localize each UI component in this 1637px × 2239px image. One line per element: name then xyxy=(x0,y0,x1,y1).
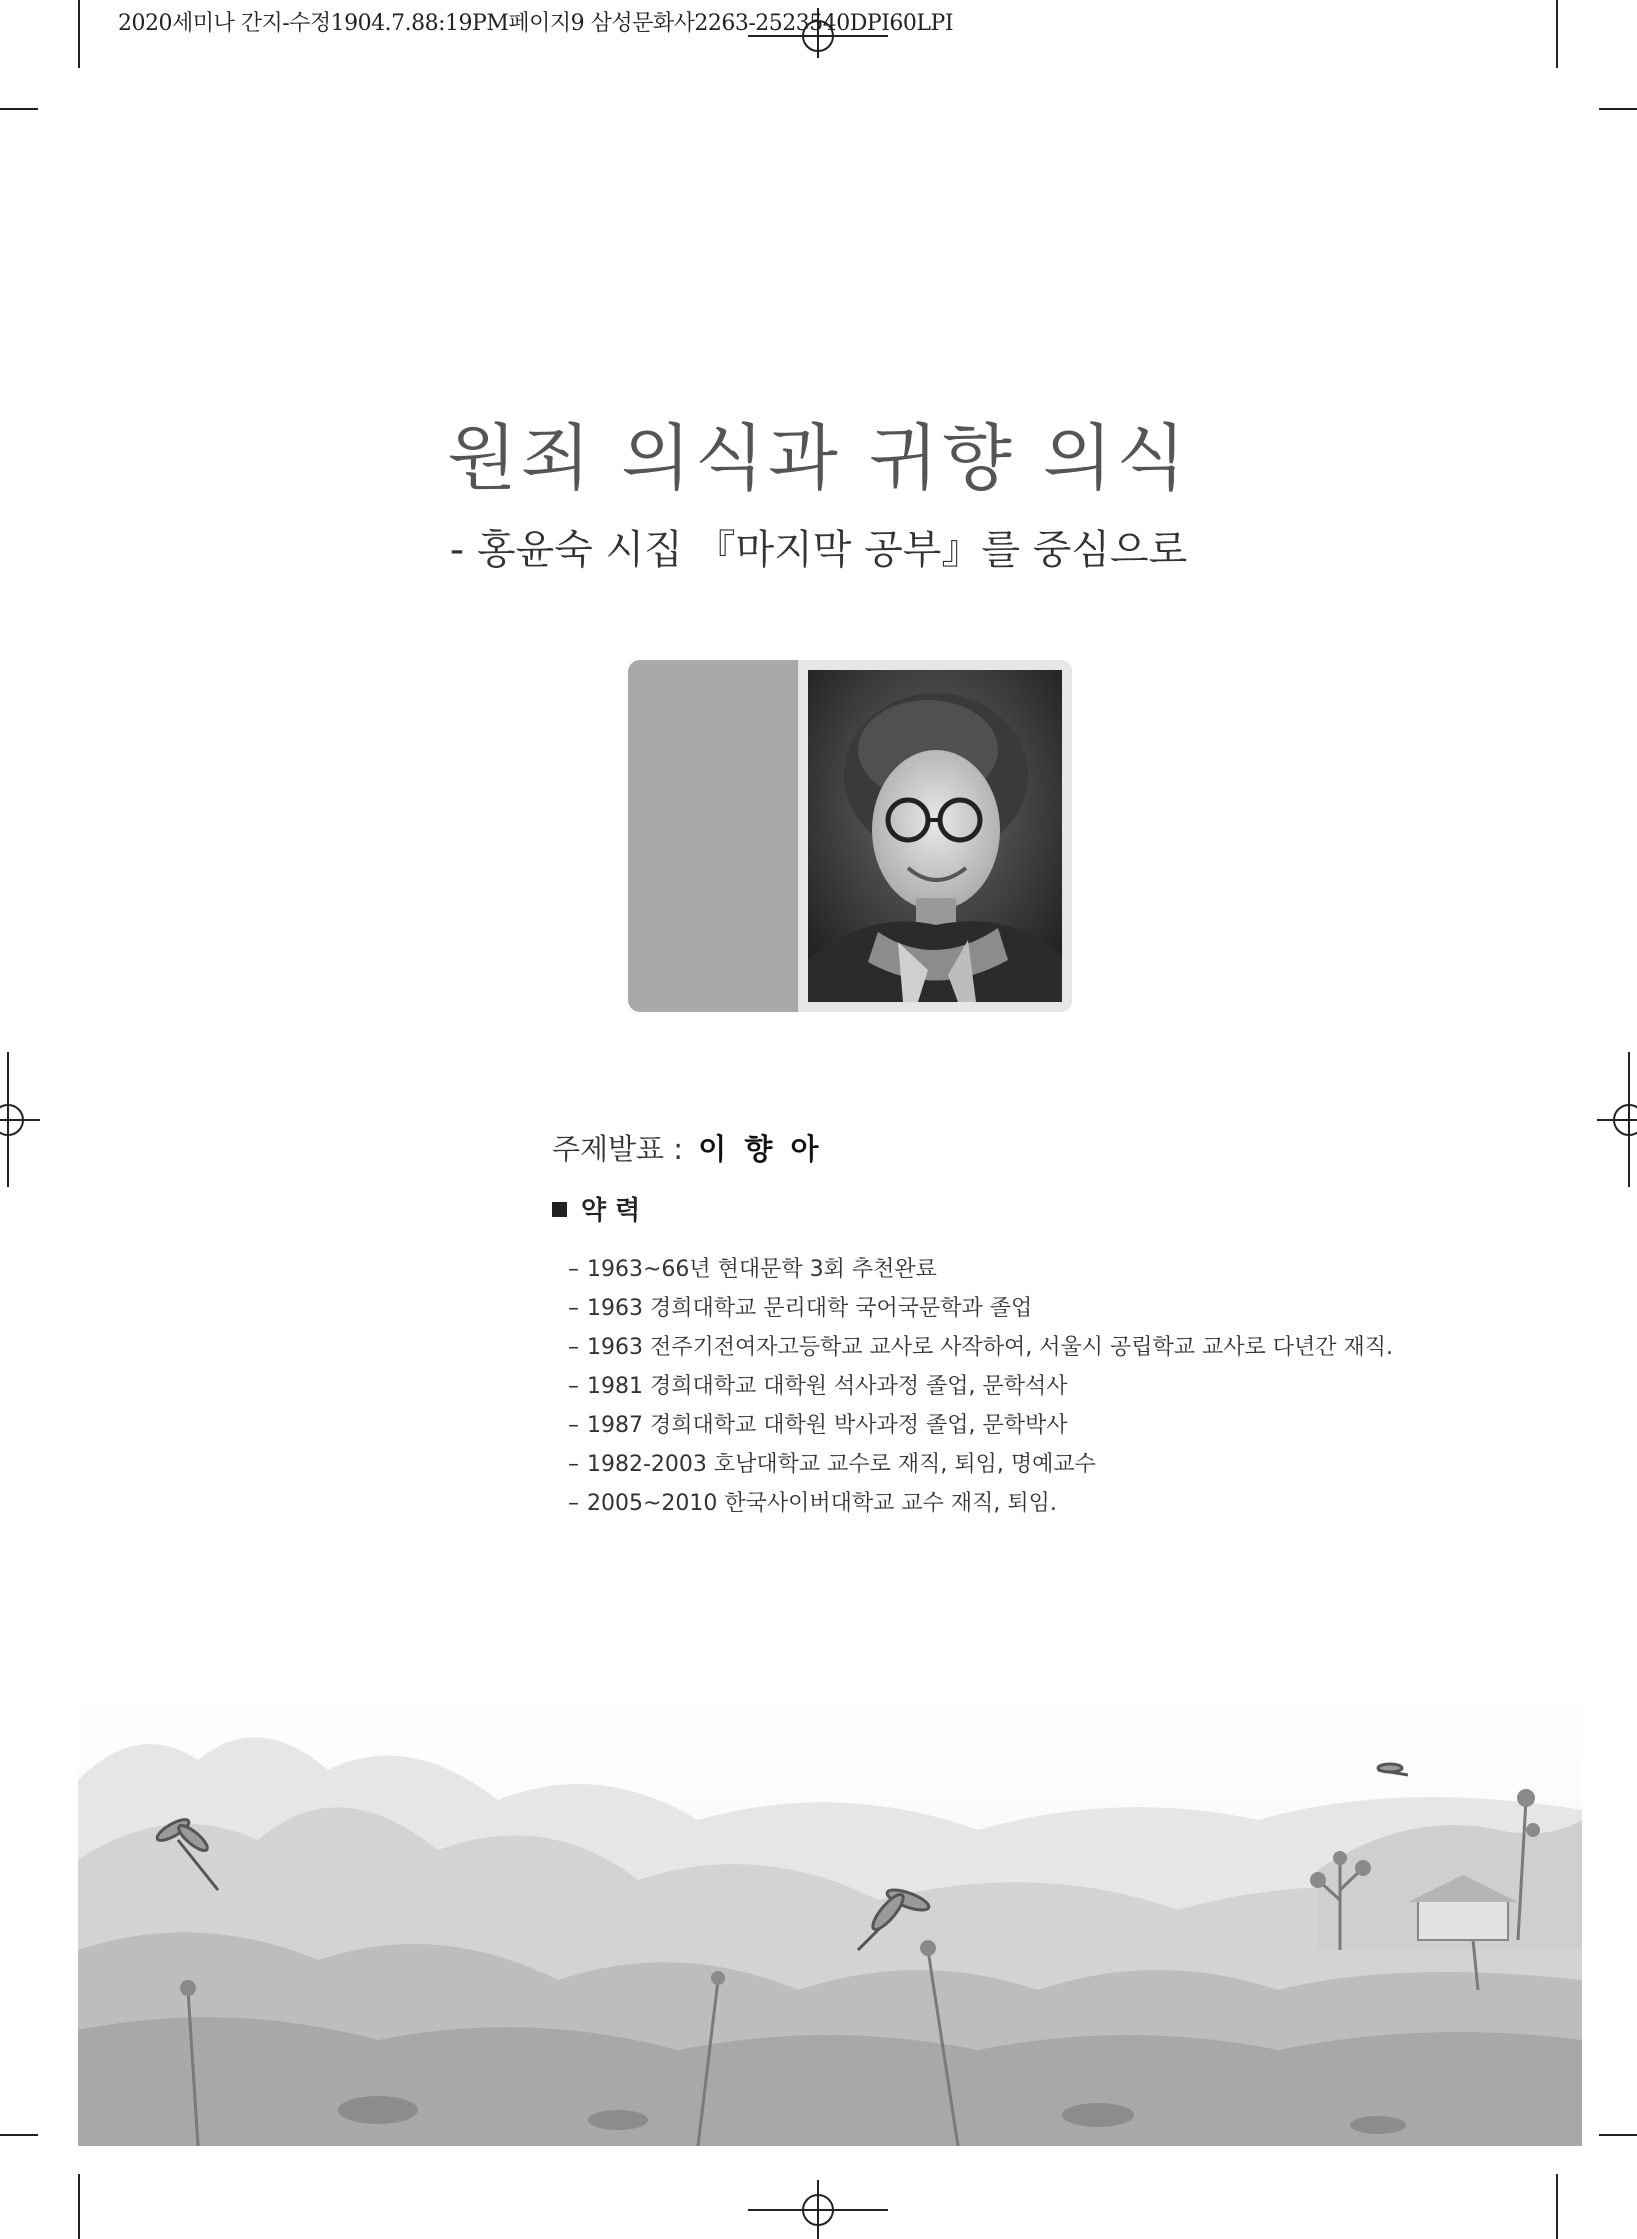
square-bullet-icon xyxy=(552,1202,567,1217)
crop-mark-top-left-v xyxy=(78,0,80,68)
career-item: – 1963~66년 현대문학 3회 추천완료 xyxy=(568,1257,937,1282)
presenter-name: 이 향 아 xyxy=(698,1132,823,1166)
career-item-text: 1987 경희대학교 대학원 박사과정 졸업, 문학박사 xyxy=(587,1413,1068,1438)
photo-frame xyxy=(798,660,1072,1012)
career-item: – 1963 경희대학교 문리대학 국어국문학과 졸업 xyxy=(568,1296,1033,1321)
registration-mark-left xyxy=(0,1052,40,1187)
photo-panel xyxy=(628,660,1072,1012)
career-item: – 1963 전주기전여자고등학교 교사로 사작하여, 서울시 공립학교 교사로 다년간 재직. xyxy=(568,1335,1393,1360)
career-item-text: 1963~66년 현대문학 3회 추천완료 xyxy=(587,1257,937,1282)
author-portrait xyxy=(808,670,1062,1002)
presenter-label: 주제발표 : xyxy=(552,1132,684,1166)
career-heading xyxy=(552,1190,640,1227)
career-item-text: 1963 경희대학교 문리대학 국어국문학과 졸업 xyxy=(587,1296,1033,1321)
career-list xyxy=(568,1250,1393,1523)
registration-mark-top xyxy=(748,8,888,58)
career-heading-label: 약 력 xyxy=(581,1196,641,1226)
presenter-line xyxy=(552,1127,823,1168)
crop-mark-top-left-h xyxy=(0,108,38,110)
career-item: – 2005~2010 한국사이버대학교 교수 재직, 퇴임. xyxy=(568,1491,1057,1516)
career-item: – 1982-2003 호남대학교 교수로 재직, 퇴임, 명예교수 xyxy=(568,1452,1096,1477)
page-subtitle: - 홍윤숙 시집 『마지막 공부』를 중심으로 xyxy=(449,527,1188,573)
career-item: – 1987 경희대학교 대학원 박사과정 졸업, 문학박사 xyxy=(568,1413,1068,1438)
crop-mark-bottom-left-h xyxy=(0,2134,38,2136)
career-item: – 1981 경희대학교 대학원 석사과정 졸업, 문학석사 xyxy=(568,1374,1068,1399)
career-item-text: 1963 전주기전여자고등학교 교사로 사작하여, 서울시 공립학교 교사로 다년간 재직. xyxy=(587,1335,1393,1360)
crop-mark-top-right-v xyxy=(1556,0,1558,68)
crop-mark-top-right-h xyxy=(1599,108,1637,110)
career-item-text: 2005~2010 한국사이버대학교 교수 재직, 퇴임. xyxy=(587,1491,1057,1516)
career-item-text: 1982-2003 호남대학교 교수로 재직, 퇴임, 명예교수 xyxy=(587,1452,1096,1477)
landscape-drawing xyxy=(78,1690,1582,2146)
print-slug: 2020세미나 간지-수정1904.7.88:19PM페이지9 삼성문화사2263-2523540DPI60LPI xyxy=(118,11,954,36)
crop-mark-bottom-left-v xyxy=(78,2174,80,2239)
crop-mark-bottom-right-v xyxy=(1556,2174,1558,2239)
landscape-illustration xyxy=(78,1690,1582,2146)
crop-mark-bottom-right-h xyxy=(1599,2134,1637,2136)
career-item-text: 1981 경희대학교 대학원 석사과정 졸업, 문학석사 xyxy=(587,1374,1068,1399)
registration-mark-right xyxy=(1597,1052,1637,1187)
portrait-drawing xyxy=(808,670,1062,1002)
page-title: 원죄 의식과 귀향 의식 xyxy=(447,416,1190,500)
registration-mark-bottom xyxy=(748,2180,888,2239)
